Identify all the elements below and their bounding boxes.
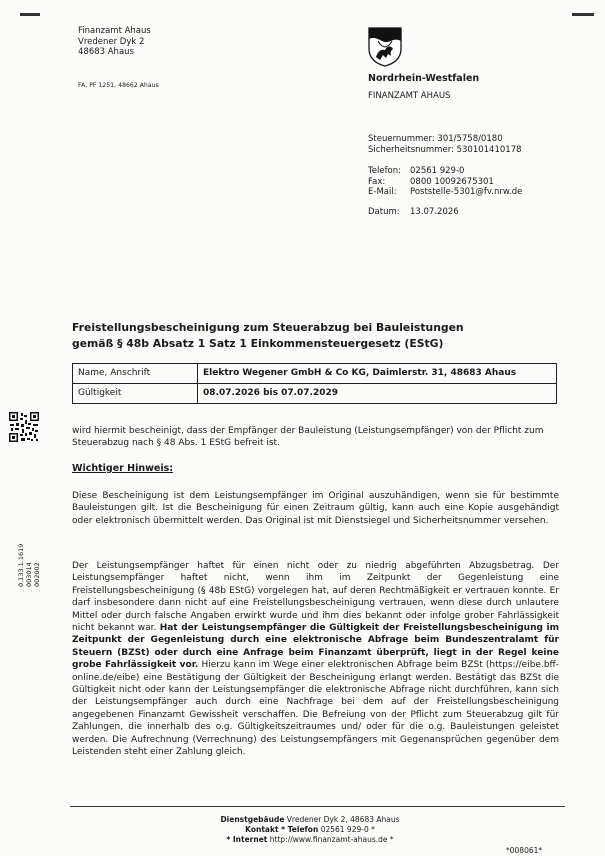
side-code-line-3: 002002 xyxy=(32,562,41,587)
date-row xyxy=(368,207,459,218)
fax-row xyxy=(368,177,522,188)
name-address-label: Name, Anschrift xyxy=(73,364,198,384)
nrw-crest-icon xyxy=(368,27,402,67)
notice-paragraph-2 xyxy=(72,560,559,759)
phone-row xyxy=(368,166,522,177)
validity-label: Gültigkeit xyxy=(73,384,198,404)
footer-contact-label: Kontakt * Telefon xyxy=(245,824,319,834)
certificate-info-table xyxy=(72,363,557,404)
fold-mark-left xyxy=(20,13,40,16)
side-reference-code xyxy=(18,544,41,587)
liability-text: Der Leistungsempfänger haftet für einen nicht oder zu niedrig abgeführten Abzugsbetrag. Der Leistungsempfänger haftet nicht, wenn ihm im Zeitpunkt der Gegenleistung eine Freistellungsbescheinigung (§ 48b EStG) vorgelegen hat, auf deren Rechtmäßigkeit er vertrauen konnte. Er darf insbesondere dann nicht auf eine Freistellungsbescheinigung vertrauen, wenn diese durch unlautere Mittel oder durch falsche Angaben erwirkt wurde und ihm dies bekannt oder infolge grober Fahrlässigkeit nicht bekannt war. xyxy=(72,561,559,634)
email-value: Poststelle-5301@fv.nrw.de xyxy=(410,187,523,198)
tax-number: 301/5758/0180 xyxy=(437,134,503,144)
sender-name: Finanzamt Ahaus xyxy=(78,26,151,36)
authority-office: FINANZAMT AHAUS xyxy=(368,91,451,101)
title-line-2: gemäß § 48b Absatz 1 Satz 1 Einkommensteuergesetz (EStG) xyxy=(72,336,444,350)
footer-internet: http://www.finanzamt-ahaus.de * xyxy=(269,834,394,844)
authority-state: Nordrhein-Westfalen xyxy=(368,73,480,84)
name-address-value: Elektro Wegener GmbH & Co KG, Daimlerstr. 31, 48683 Ahaus xyxy=(198,364,557,384)
sender-street: Vredener Dyk 2 xyxy=(78,36,145,47)
footer-divider xyxy=(70,806,565,807)
security-number: 530101410178 xyxy=(456,144,522,155)
phone-label: Telefon: xyxy=(368,166,402,176)
sender-city: 48683 Ahaus xyxy=(78,47,134,58)
tax-number-row xyxy=(368,134,522,145)
security-number-label: Sicherheitsnummer: xyxy=(368,144,454,155)
footer-building-label: Dienstgebäude xyxy=(220,815,285,824)
footer-contact-row xyxy=(150,825,470,835)
email-label: E-Mail: xyxy=(368,187,397,198)
tax-references xyxy=(368,134,522,155)
qr-code-icon xyxy=(9,412,39,442)
security-number-row xyxy=(368,145,522,156)
return-address: FA, PF 1251, 48662 Ahaus xyxy=(78,82,159,89)
side-code-line-2: 003014 xyxy=(24,562,33,587)
fax-label: Fax: xyxy=(368,176,386,187)
side-code-line-1: 0.133.1.1619 xyxy=(17,543,25,587)
tax-number-label: Steuernummer: xyxy=(368,134,435,144)
footer-building-row xyxy=(150,815,470,825)
document-code: *008061* xyxy=(506,846,543,855)
contact-block xyxy=(368,166,522,198)
table-row xyxy=(73,364,557,384)
date-value: 13.07.2026 xyxy=(410,207,459,217)
table-row xyxy=(73,384,557,404)
verification-text: Hierzu kann im Wege einer elektronischen Abfrage beim BZSt (https://eibe.bff-online.de/eibe) eine Bestätigung der Gültigkeit der Bescheinigung erlangt werden. Bestätigt das BZSt die Gültigkeit nicht oder kann der Leistungsempfänger die elektronische Abfrage nicht durchführen, kann sich der Leistungsempfänger auch durch eine Nachfrage bei dem auf der Freistellungsbescheinigung angegebenen Finanzamt Gewissheit verschaffen. Die Befreiung von der Pflicht zum Steuerabzug gilt für Zahlungen, die innerhalb des o.g. Gültigkeitszeitraumes und/ oder für die o.g. Bauleistungen geleistet werden. Die Aufrechnung (Verrechnung) des Leistungsempfängers mit Gegenansprüchen gegenüber dem Leistenden steht einer Zahlung gleich. xyxy=(72,660,559,758)
footer xyxy=(150,815,470,844)
email-row xyxy=(368,187,522,198)
fold-mark-right xyxy=(572,13,594,16)
sender-address xyxy=(78,26,151,58)
footer-contact: 02561 929-0 * xyxy=(320,824,375,834)
liability-bold-text: Hat der Leistungsempfänger die Gültigkeit der Freistellungsbescheinigung im Zeitpunkt der Gegenleistung durch eine elektronische Abfrage beim Bundeszentralamt für Steuern (BZSt) oder durch eine Anfrage beim Finanzamt überprüft, liegt in der Regel keine grobe Fahrlässigkeit vor. xyxy=(72,623,559,671)
notice-heading: Wichtiger Hinweis: xyxy=(72,463,174,474)
document-title xyxy=(72,320,464,351)
date-label: Datum: xyxy=(368,207,400,217)
footer-internet-row xyxy=(150,835,470,845)
validity-value: 08.07.2026 bis 07.07.2029 xyxy=(198,384,557,404)
footer-building: Vredener Dyk 2, 48683 Ahaus xyxy=(286,815,400,824)
fax-value: 0800 10092675301 xyxy=(410,176,494,187)
phone-value: 02561 929-0 xyxy=(410,166,465,176)
footer-internet-label: * Internet xyxy=(226,834,268,844)
title-line-1: Freistellungsbescheinigung zum Steuerabzug bei Bauleistungen xyxy=(72,321,464,334)
notice-paragraph-1: Diese Bescheinigung ist dem Leistungsempfänger im Original auszuhändigen, wenn sie für bestimmte Bauleistungen gilt. Ist die Bescheinigung für einen Zeitraum gültig, kann auch eine Kopie ausgehändigt oder elektronisch übermittelt werden. Das Original ist mit Dienstsiegel und Sicherheitsnummer versehen. xyxy=(72,491,559,526)
confirmation-text: wird hiermit bescheinigt, dass der Empfänger der Bauleistung (Leistungsempfänger) von der Pflicht zum Steuerabzug nach § 48 Abs. 1 EStG befreit ist. xyxy=(72,426,544,449)
